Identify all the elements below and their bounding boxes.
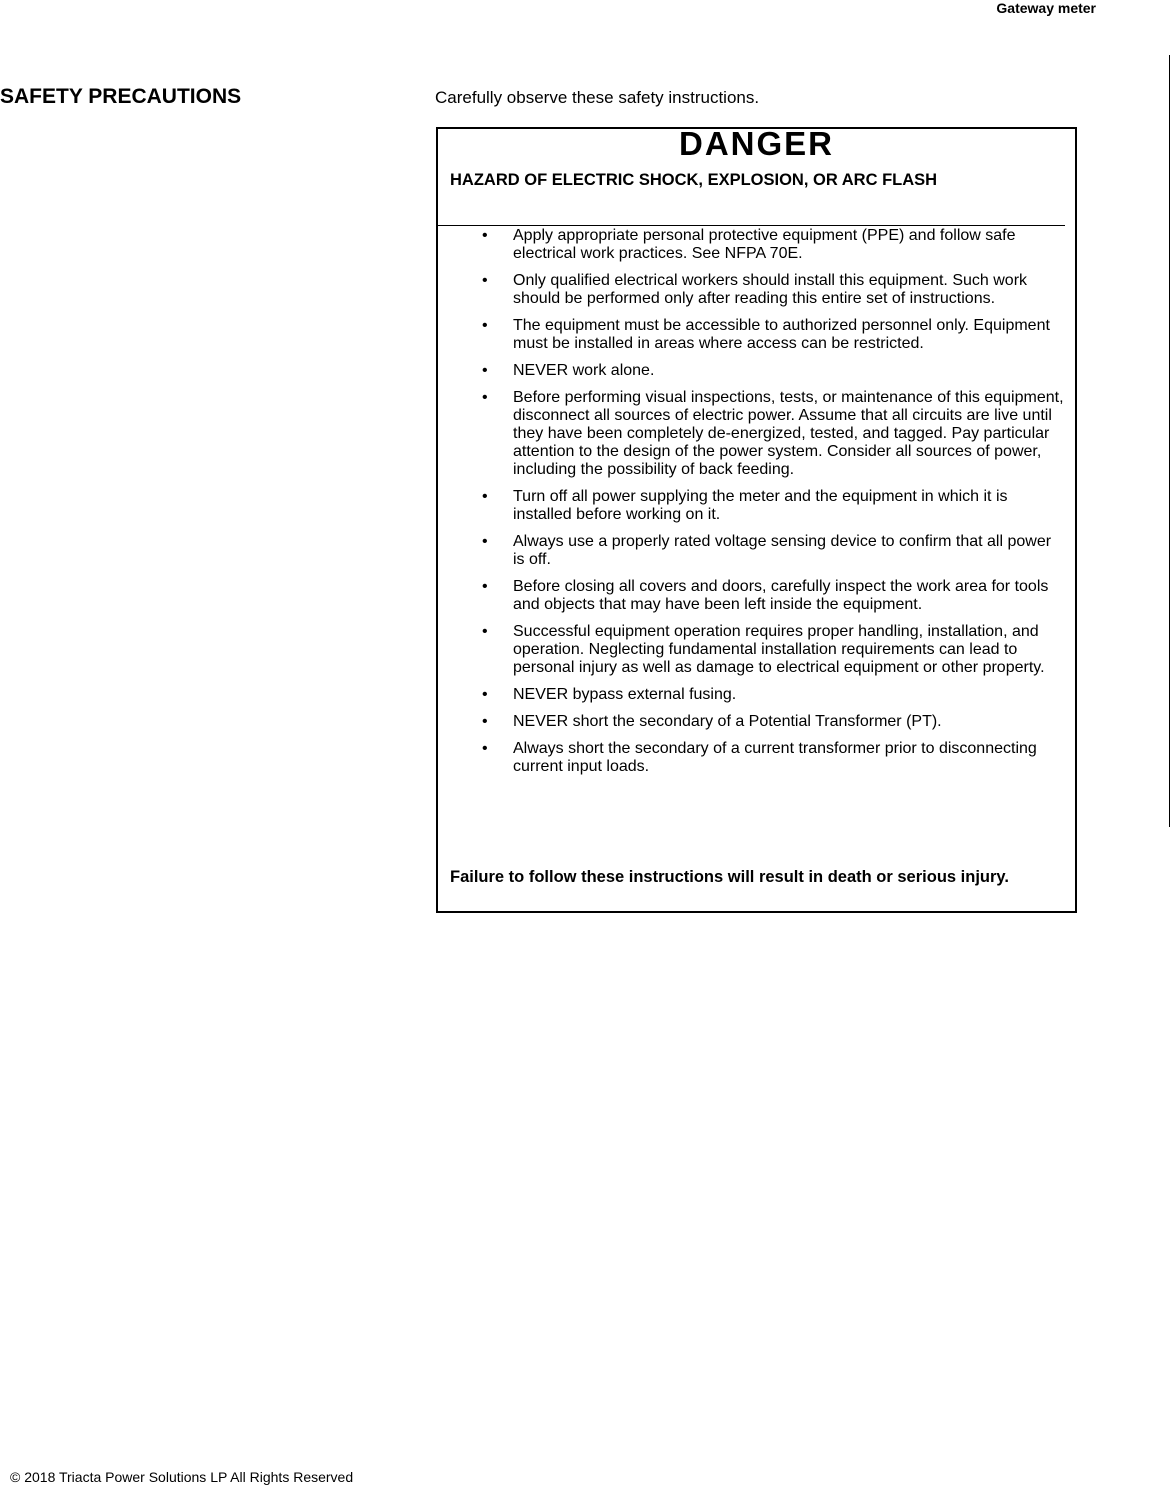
warning-item <box>438 578 1065 614</box>
bullet-icon: • <box>482 317 488 334</box>
bullet-icon: • <box>482 533 488 550</box>
margin-rule <box>1169 55 1170 827</box>
warning-text: The equipment must be accessible to authorized personnel only. Equipment must be installed in areas where access can be restricted. <box>513 317 1050 352</box>
warning-text: Only qualified electrical workers should install this equipment. Such work should be performed only after reading this entire set of instructions. <box>513 272 1028 307</box>
warning-item <box>438 686 1065 704</box>
warning-item <box>438 740 1065 776</box>
warning-item <box>438 317 1065 353</box>
hazard-divider <box>438 225 1065 226</box>
warning-text: Before closing all covers and doors, carefully inspect the work area for tools and objects that may have been left inside the equipment. <box>513 578 1049 613</box>
copyright-footer: © 2018 Triacta Power Solutions LP All Rights Reserved <box>10 1469 354 1485</box>
bullet-icon: • <box>482 272 488 289</box>
bullet-icon: • <box>482 713 488 730</box>
bullet-icon: • <box>482 578 488 595</box>
bullet-icon: • <box>482 362 488 379</box>
warning-item <box>438 623 1065 677</box>
bullet-icon: • <box>482 227 488 244</box>
danger-title: DANGER <box>678 125 834 162</box>
intro-text: Carefully observe these safety instructions. <box>435 88 760 107</box>
bullet-icon: • <box>482 686 488 703</box>
warning-text: Apply appropriate personal protective equipment (PPE) and follow safe electrical work practices. See NFPA 70E. <box>513 227 1016 262</box>
bullet-icon: • <box>482 389 488 406</box>
bullet-icon: • <box>482 623 488 640</box>
warning-text: Always short the secondary of a current transformer prior to disconnecting current input loads. <box>513 740 1037 775</box>
warning-text: NEVER short the secondary of a Potential Transformer (PT). <box>513 713 942 730</box>
failure-statement: Failure to follow these instructions will result in death or serious injury. <box>450 868 1009 886</box>
bullet-icon: • <box>482 488 488 505</box>
hazard-statement: HAZARD OF ELECTRIC SHOCK, EXPLOSION, OR ARC FLASH <box>450 171 938 189</box>
warning-item <box>438 272 1065 308</box>
warning-text: Successful equipment operation requires proper handling, installation, and operation. Neglecting fundamental installation requirements can lead to personal injury as well as damage to electrical equipment or other property. <box>513 623 1045 676</box>
bullet-icon: • <box>482 740 488 757</box>
running-header-title: Gateway meter <box>996 0 1096 16</box>
warning-item <box>438 488 1065 524</box>
warning-item <box>438 533 1065 569</box>
section-title: SAFETY PRECAUTIONS <box>0 85 242 108</box>
danger-box <box>436 127 1077 913</box>
warning-item <box>438 362 1065 380</box>
warning-item <box>438 227 1065 263</box>
warning-item <box>438 713 1065 731</box>
warning-text: Turn off all power supplying the meter and the equipment in which it is installed before working on it. <box>513 488 1008 523</box>
warning-text: NEVER work alone. <box>513 362 655 379</box>
warning-text: Always use a properly rated voltage sensing device to confirm that all power is off. <box>513 533 1052 568</box>
warning-item <box>438 389 1065 479</box>
warning-text: NEVER bypass external fusing. <box>513 686 737 703</box>
warning-text: Before performing visual inspections, tests, or maintenance of this equipment, disconnect all sources of electric power. Assume that all circuits are live until they have been completely de-energized, tested, and tagged. Pay particular attention to the design of the power system. Consider all sources of power, including the possibility of back feeding. <box>513 389 1064 478</box>
warning-list <box>438 227 1065 785</box>
